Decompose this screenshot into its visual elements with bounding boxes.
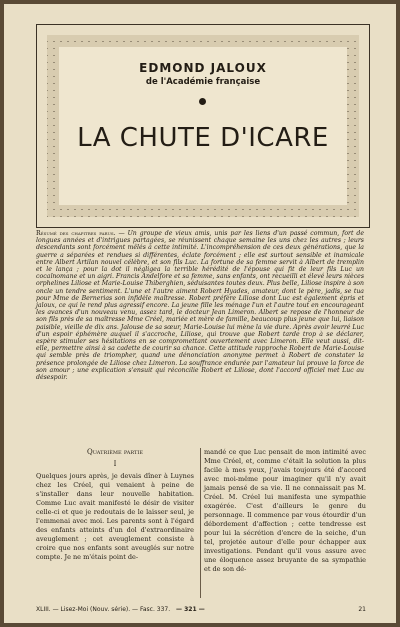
summary-text: Un groupe de vieux amis, unis par les liens d'un passé commun, fort de longues années et d'intrigues partagées, se réunissent chaque semaine les uns chez les autres ; leurs descendants sont forcément mêlés à cette intimité. L'incompréhension de ces deux générations, que la guerre a séparées et rendues si différentes, éclate forcément ; elle est surtout sensible et inamicale entre Albert Artilan nouvel célèbre, et son fils Luc. La fortune de sa femme servit à Albert de tremplin et le lança ; pour la dot il négligea la terrible hérédité de l'épouse qui fit de leur fils Luc un cocaïnomane et un aigri. Francis Andelfore et sa femme, sans enfants, ont recueilli et élevé leurs nièces orphelines Liliose et Marie-Louise Thiberghien, séduisantes toutes deux. Plus belle, Liliose inspire à son oncle un tendre sentiment. L'une et l'autre aiment Robert Hyades, amateur, dont le père, jadis, se tua pour Mme de Bernerias son infidèle maîtresse. Robert préfère Liliose dont Luc est également épris et jaloux, ce qui le rend plus agressif encore. La jeune fille les ménage l'un et l'autre tout en encourageant les avances d'un nouveau venu, assez tard, le docteur Jean Limeron. Albert se repose de l'honneur de son fils près de sa maîtresse Mme Créel, mariée et mère de famille, beaucoup plus jeune que lui, liaison paisible, vieille de dix ans. Jalouse de sa sœur, Marie-Louise lui mène la vie dure. Après avoir leurré Luc d'un espoir éphémère auquel il s'accroche, Liliose, qui trouve que Robert tarde trop à se déclarer, espère stimuler ses hésitations en se compromettant ouvertement avec Limeron. Elle veut aussi, dit-elle, permettre ainsi à sa cadette de courir sa chance. Cette attitude rapproche Robert de Marie-Louise qui semble près de triompher, quand une dénonciation anonyme permet à Robert de constater la présence prolongée de Liliose chez Limeron. La souffrance endurée par l'amateur lui prouve la force de son amour ; une explication s'ensuit qui réconcilie Robert et Liliose, dont l'accord officiel met Luc au désespoir. (36, 230, 365, 382)
right-column-text: mandé ce que Luc pensait de mon intimité avec Mme Créel, et, comme c'était la solution la plus facile à mes yeux, j'avais toujours été d'accord avec moi-même pour imaginer qu'il n'y avait jamais pensé de sa vie. Il ne connaissait pas M. Créel. M. Créel lui manifesta une sympathie exagérée. C'est d'ailleurs le genre du personnage. Il commence par vous étourdir d'un débordement d'affection ; cette tendresse est pour lui la sécrétion d'encre de la seiche, d'un tel, projetée autour d'elle pour échapper aux investigations. Pendant qu'il vous assure avec une éloquence assez bruyante de sa sympathie et de son dé- (204, 448, 366, 573)
left-column-text: Quelques jours après, je devais dîner à Luynes chez les Créel, qui venaient à peine de s'installer dans leur nouvelle habitation. Comme Luc avait manifesté le désir de visiter celle-ci et que je redoutais de le laisser seul, je l'emmenai avec moi. Les parents sont à l'égard des enfants atteints d'un dol d'extraordinaire aveuglement ; cet aveuglement consiste à croire que nos enfants sont aveuglés sur notre compte. Je ne m'étais point de- (36, 472, 194, 561)
signature-number: 21 (358, 606, 366, 613)
title-box (36, 24, 370, 228)
title-panel (59, 47, 347, 205)
part-heading: Quatrième partie (86, 448, 143, 456)
footer-issue: XLIII. — Lisez-Moi (Nouv. série). — Fasc. 337. (36, 606, 171, 613)
chapter-summary (36, 230, 364, 381)
left-column (36, 448, 194, 562)
author-affiliation: de l'Académie française (145, 77, 261, 87)
book-title: LA CHUTE D'ICARE (77, 123, 329, 153)
page-number: — 321 — (176, 606, 205, 613)
summary-lead: Résumé des chapitres parus. — (36, 230, 125, 237)
right-column (204, 448, 366, 574)
bullet-ornament-icon (199, 98, 206, 105)
column-divider (200, 448, 201, 598)
chapter-number: I (113, 460, 117, 468)
magazine-page (4, 4, 396, 623)
author-name: EDMOND JALOUX (139, 61, 267, 75)
page-footer (36, 606, 366, 616)
